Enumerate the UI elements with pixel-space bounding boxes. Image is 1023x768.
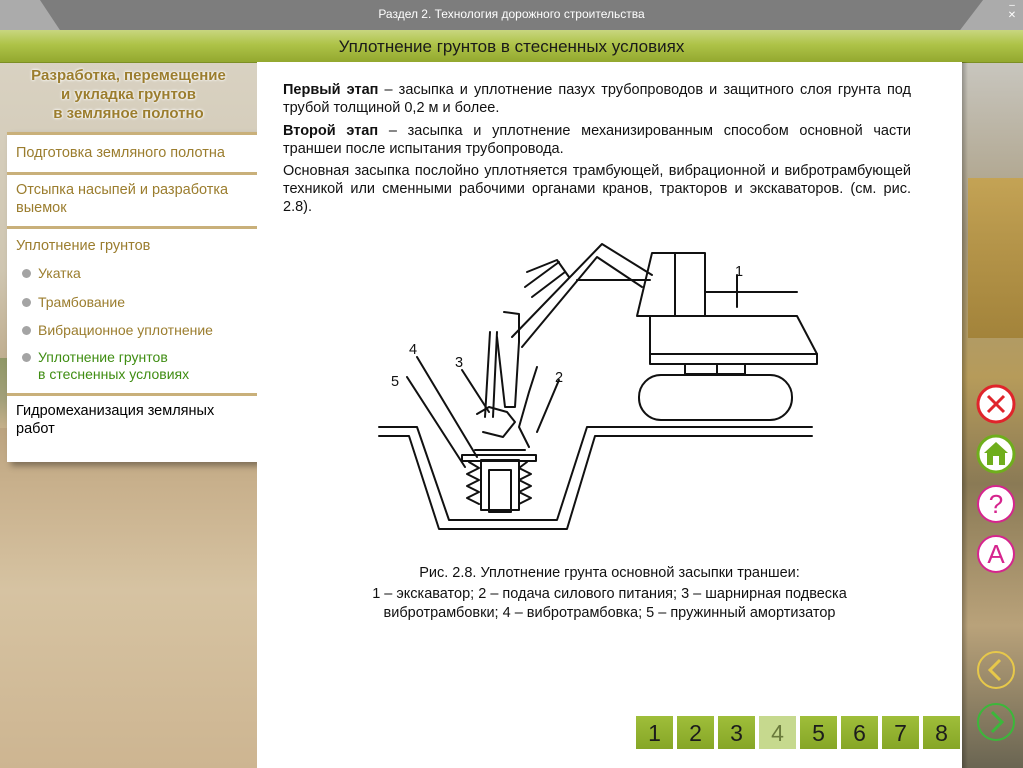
figure-caption-line: 1 – экскаватор; 2 – подача силового питания; 3 – шарнирная подвеска: [372, 586, 847, 602]
sidebar-item-label: выемок: [16, 200, 67, 216]
section-title: Раздел 2. Технология дорожного строительства: [378, 7, 645, 21]
sidebar-divider: [7, 172, 257, 175]
page-button-6[interactable]: 6: [841, 716, 878, 749]
a-symbol: A: [987, 539, 1005, 569]
sidebar-item-label: работ: [16, 421, 55, 437]
figure-label: 3: [455, 355, 464, 371]
help-symbol: ?: [988, 489, 1004, 519]
bullet-icon: [22, 298, 31, 307]
figure-label: 1: [735, 264, 744, 280]
sidebar-subitem-vibration[interactable]: [38, 322, 213, 339]
page-button-2[interactable]: 2: [677, 716, 714, 749]
a-letter-icon: [976, 534, 1016, 574]
figure-caption-line: вибротрамбовки; 4 – вибротрамбовка; 5 – пружинный амортизатор: [383, 605, 836, 621]
sidebar-item-embankment[interactable]: [16, 181, 228, 217]
sidebar-heading: [0, 62, 257, 130]
sidebar-item-label: Отсыпка насыпей и разработка: [16, 182, 229, 198]
sidebar-subitem-confined[interactable]: [38, 349, 189, 383]
figure-caption-title: Рис. 2.8. Уплотнение грунта основной засыпки траншеи:: [419, 565, 800, 581]
home-icon: [976, 434, 1016, 474]
paragraph-main-fill: Основная засыпка послойно уплотняется трамбующей, вибрационной и вибротрамбующей техникой или сменными рабочими органами кранов, тракторов и экскаваторов. (см. рис. 2.8).: [283, 163, 911, 215]
bullet-icon: [22, 269, 31, 278]
next-page-button[interactable]: [976, 702, 1016, 742]
second-stage-text: – засыпка и уплотнение механизированным способом основной части траншеи после испытания трубопровода.: [283, 123, 911, 157]
content-shadow: [962, 62, 968, 768]
sidebar-divider: [7, 393, 257, 396]
sidebar-subitem-label: Укатка: [38, 265, 81, 281]
prev-page-button[interactable]: [976, 650, 1016, 690]
sidebar-item-label: Гидромеханизация земляных: [16, 403, 215, 419]
page-button-4[interactable]: 4: [759, 716, 796, 749]
figure-label: 5: [391, 374, 400, 390]
sidebar-subitem-label: Трамбование: [38, 294, 126, 310]
chevron-right-icon: [976, 702, 1016, 742]
home-button[interactable]: [976, 434, 1016, 474]
page-title: Уплотнение грунтов в стесненных условиях: [338, 37, 685, 56]
window-controls: [1005, 1, 1019, 21]
bullet-icon: [22, 353, 31, 362]
minimize-button[interactable]: –: [1009, 0, 1015, 11]
first-stage-text: – засыпка и уплотнение пазух трубопроводов и защитного слоя грунта под трубой толщиной 0,2 м и более.: [283, 82, 912, 116]
sidebar-subitem-rolling[interactable]: [38, 265, 81, 282]
page-button-7[interactable]: 7: [882, 716, 919, 749]
sidebar-heading-line: Разработка, перемещение: [31, 67, 226, 84]
title-bar: [0, 30, 1023, 63]
content-area: [257, 62, 962, 768]
help-icon: [976, 484, 1016, 524]
chevron-left-icon: [976, 650, 1016, 690]
paragraph-first-stage: [283, 81, 911, 117]
sidebar-subitem-label: Уплотнение грунтов: [38, 349, 168, 365]
top-bar: [0, 0, 1023, 30]
background-machine: [968, 178, 1023, 338]
close-window-button[interactable]: ✕: [1007, 10, 1017, 21]
bullet-icon: [22, 326, 31, 335]
page-button-5[interactable]: 5: [800, 716, 837, 749]
sidebar-divider: [7, 226, 257, 229]
sidebar-item-hydromechanization[interactable]: [16, 402, 214, 438]
page-button-1[interactable]: 1: [636, 716, 673, 749]
sidebar-heading-line: и укладка грунтов: [61, 86, 196, 103]
second-stage-label: Второй этап: [283, 123, 379, 139]
sidebar-subitem-label: в стесненных условиях: [38, 366, 190, 382]
excavator-trench-figure: [257, 232, 962, 562]
figure-label: 2: [555, 370, 564, 386]
sidebar-menu: [7, 132, 257, 462]
sidebar-item-compaction[interactable]: Уплотнение грунтов: [16, 238, 151, 254]
page-button-8[interactable]: 8: [923, 716, 960, 749]
sidebar-subitem-tamping[interactable]: [38, 294, 125, 311]
sidebar-divider: [7, 132, 257, 135]
figure-label: 4: [409, 342, 418, 358]
a-button[interactable]: [976, 534, 1016, 574]
help-button[interactable]: [976, 484, 1016, 524]
page-pager: [636, 716, 960, 749]
page-button-3[interactable]: 3: [718, 716, 755, 749]
first-stage-label: Первый этап: [283, 82, 379, 98]
sidebar-item-subgrade-prep[interactable]: Подготовка земляного полотна: [16, 145, 225, 161]
sidebar-heading-line: в земляное полотно: [53, 105, 204, 122]
close-button[interactable]: [976, 384, 1016, 424]
sidebar-subitem-label: Вибрационное уплотнение: [38, 322, 213, 338]
paragraph-second-stage: [283, 122, 911, 158]
close-icon: [976, 384, 1016, 424]
